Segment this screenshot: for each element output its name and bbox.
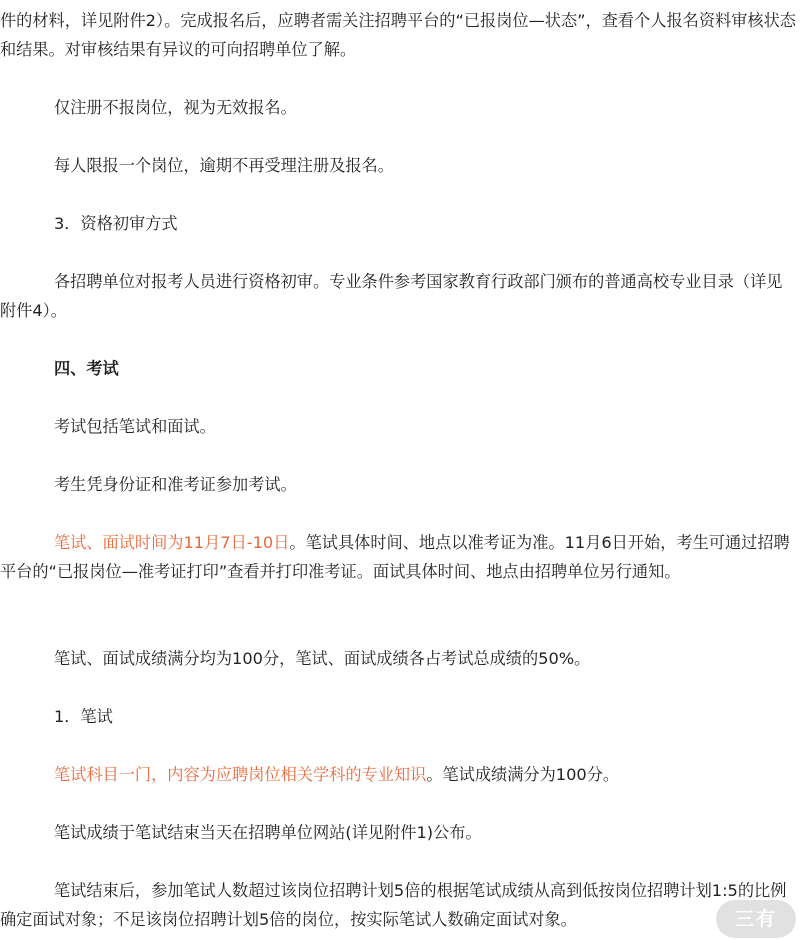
paragraph-invalid-registration: 仅注册不报岗位，视为无效报名。	[54, 98, 297, 117]
subheading-qualification-review: 3．资格初审方式	[54, 214, 178, 233]
paragraph-exam-schedule	[0, 528, 796, 586]
section-heading-exam: 四、考试	[54, 359, 119, 378]
paragraph-interview-selection: 笔试结束后，参加笔试人数超过该岗位招聘计划5倍的根据笔试成绩从高到低按岗位招聘计划1:5的比例确定面试对象；不足该岗位招聘计划5倍的岗位，按实际笔试人数确定面试对象。	[0, 881, 787, 929]
highlight-exam-subject: 笔试科目一门，内容为应聘岗位相关学科的专业知识	[54, 765, 427, 784]
written-exam-full-score: 。笔试成绩满分为100分。	[426, 765, 620, 784]
paragraph-written-exam-subject	[0, 760, 796, 789]
paragraph-registration-status: 件的材料，详见附件2）。完成报名后，应聘者需关注招聘平台的“已报岗位—状态”，查看个人报名资料审核状态和结果。对审核结果有异议的可向招聘单位了解。	[0, 11, 796, 59]
watermark-logo: 三有	[716, 900, 796, 938]
paragraph-qualification-review: 各招聘单位对报考人员进行资格初审。专业条件参考国家教育行政部门颁布的普通高校专业目录（详见附件4）。	[0, 272, 783, 320]
exam-schedule-details: 。笔试具体时间、地点以准考证为准。11月6日开始，考生可通过招聘平台的“已报岗位—准考证打印”查看并打印准考证。面试具体时间、地点由招聘单位另行通知。	[0, 533, 790, 581]
subheading-written-exam: 1．笔试	[54, 707, 113, 726]
paragraph-score-weighting: 笔试、面试成绩满分均为100分，笔试、面试成绩各占考试总成绩的50%。	[54, 649, 591, 668]
paragraph-exam-types: 考试包括笔试和面试。	[54, 417, 216, 436]
paragraph-score-publication: 笔试成绩于笔试结束当天在招聘单位网站(详见附件1)公布。	[54, 823, 482, 842]
paragraph-one-position-limit: 每人限报一个岗位，逾期不再受理注册及报名。	[54, 156, 394, 175]
highlight-exam-dates: 笔试、面试时间为11月7日-10日	[54, 533, 290, 552]
paragraph-exam-credentials: 考生凭身份证和准考证参加考试。	[54, 475, 297, 494]
